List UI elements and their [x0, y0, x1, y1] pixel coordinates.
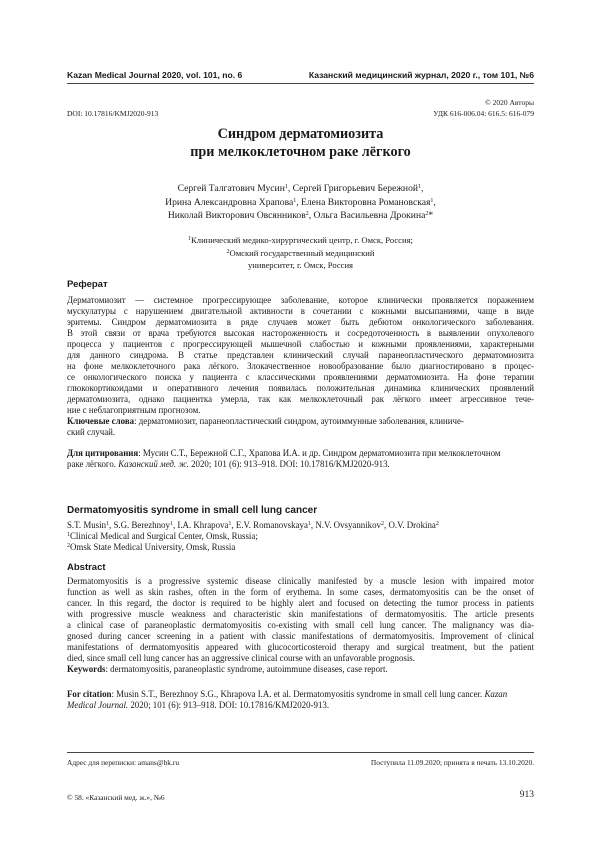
separator: ,	[308, 210, 314, 222]
keywords-ru-text-cont: ский случай.	[67, 426, 116, 437]
affiliations-ru	[67, 234, 534, 272]
abstract-en-line: a clinical case of paraneoplastic dermatomyositis co-existing with small cell lung cancer. The malignancy was dia-	[67, 619, 534, 630]
abstract-en-line: cancer. In this regard, the doctor is required to be highly alert and focused on detecting the tumor process in patients	[67, 597, 534, 608]
author-name: Николай Викторович Овсянников	[167, 210, 306, 222]
affiliation-marker: 1	[418, 184, 421, 190]
abstract-ru-line: эритемы. Синдром дерматомиозита в ряде случаев может быть дебютом онкологического заболевания.	[67, 316, 534, 327]
english-author-name: S.T. Musin	[67, 520, 107, 530]
abstract-en-heading: Abstract	[67, 562, 106, 573]
abstract-en-line: with progressive muscle weakness and characteristic skin manifestations of dermatomyositis. The article presents	[67, 608, 534, 619]
affiliation-marker: 1	[188, 236, 192, 242]
abstract-ru-line: для данного синдрома. В статье представлен клинический случай паранеопластического дерматомиозита	[67, 349, 534, 360]
affiliation-marker: 2	[67, 542, 70, 549]
affiliation-1	[67, 234, 534, 247]
affiliation-marker: 2	[226, 248, 230, 255]
article-title-line-1: Синдром дерматомиозита	[217, 126, 384, 142]
english-title: Dermatomyositis syndrome in small cell lung cancer	[67, 505, 318, 516]
abstract-ru-line: мускулатуры с нарушением двигательной активности в сочетании с кожными высыпаниями, чаще в виде	[67, 305, 534, 316]
page-number: 913	[519, 790, 534, 800]
author-name: Ирина Александровна Храпова	[165, 196, 294, 208]
citation-ru-text: : Мусин С.Т., Бережной С.Г., Храпова И.А. и др. Синдром дерматомиозита при мелкоклеточном	[138, 448, 501, 458]
english-author-name: I.A. Khrapova	[177, 520, 229, 530]
citation-en	[67, 689, 534, 711]
journal-header-en: Kazan Medical Journal 2020, vol. 101, no. 6	[67, 70, 243, 80]
citation-en-label: For citation	[67, 689, 112, 699]
abstract-ru-heading: Реферат	[67, 279, 108, 290]
abstract-en-body	[67, 576, 534, 664]
journal-name: Medical Journal.	[67, 699, 129, 710]
journal-name: Kazan	[484, 689, 508, 699]
affiliation-2	[67, 247, 534, 260]
author-name: Сергей Григорьевич Бережной	[292, 183, 418, 194]
abstract-ru-line: Дерматомиозит — системное прогрессирующее заболевание, которое клинически проявляется поражением	[67, 295, 534, 305]
citation-ru-text: 2020; 101 (6): 913–918. DOI: 10.17816/KMJ2020-913.	[188, 458, 390, 469]
separator: ,	[421, 183, 424, 194]
abstract-en-line: Dermatomyositis is a progressive systemic disease clinically manifested by a muscle lesion with impaired motor	[67, 576, 534, 586]
affiliation-marker: 1	[67, 531, 70, 538]
affiliation-marker: 1	[169, 521, 173, 527]
english-authors: S.T. Musin$^1$, S.G. Berezhnoy$^1$, I.A. Khrapova$^1$, E.V. Romanovskaya$^1$, N.V. Ovsyannikov$^2$, O.V. Drokina$^2$	[67, 520, 439, 530]
separator: ,	[433, 196, 436, 208]
abstract-ru-line: В этой связи от врача требуются высокая настороженность и сосредоточенность в выявлении опухолевого	[67, 327, 534, 338]
citation-en-text: : Musin S.T., Berezhnoy S.G., Khrapova I.A. et al. Dermatomyositis syndrome in small cell lung cancer.	[111, 689, 485, 699]
keywords-en	[67, 664, 534, 675]
affiliation-marker: 2	[305, 211, 309, 218]
authors-ru	[67, 182, 534, 223]
keywords-ru-text: : дерматомиозит, паранеопластический синдром, аутоиммунные заболевания, клиниче-	[134, 416, 464, 426]
affiliation-marker: 1	[307, 521, 311, 527]
separator: ,	[296, 196, 302, 208]
header-rule	[67, 83, 534, 84]
abstract-ru-body	[67, 295, 534, 415]
english-author-name: N.V. Ovsyannikov	[315, 520, 381, 530]
affiliation-marker: 1	[293, 197, 297, 204]
keywords-en-label: Keywords	[67, 664, 106, 674]
copyright-notice: © 2020 Авторы	[485, 98, 534, 107]
affiliation-text: Clinical Medical and Surgical Center, Omsk, Russia;	[70, 530, 258, 541]
doi: DOI: 10.17816/KMJ2020-913	[67, 109, 159, 118]
keywords-en-text: : dermatomyositis, paraneoplastic syndrome, autoimmune diseases, case report.	[105, 664, 388, 674]
authors-ru-line-1	[67, 182, 534, 196]
citation-ru	[67, 448, 534, 470]
footer-copyright: © 58. «Казанский мед. ж.», №6	[67, 793, 165, 802]
citation-en-text: 2020; 101 (6): 913–918. DOI: 10.17816/KMJ2020-913.	[128, 699, 330, 710]
abstract-ru-line: процесса у пациентов с прогрессирующей мышечной слабостью и кожными проявлениями, характерными	[67, 338, 534, 349]
affiliation-text: Клинический медико-хирургический центр, г. Омск, Россия;	[191, 235, 413, 245]
author-name: Елена Викторовна Романовская	[301, 196, 431, 208]
article-title	[67, 126, 534, 161]
corresponding-author-marker: *	[428, 210, 434, 222]
english-affiliation-2	[67, 542, 534, 553]
udc-code: УДК 616-006.04: 616.5: 616-079	[433, 109, 534, 118]
affiliation-marker: 1	[430, 197, 434, 204]
author-name: Сергей Талгатович Мусин	[177, 183, 285, 194]
footer-rule	[67, 752, 534, 753]
abstract-en-line: gnosed during cancer screening in a patient with classic manifestations of dermatomyositis. Improvement of clinical	[67, 630, 534, 641]
abstract-ru-line: ние с неблагоприятным прогнозом.	[67, 404, 201, 415]
affiliation-marker: 2	[381, 521, 384, 527]
received-dates: Поступила 11.09.2020; принята в печать 13.10.2020.	[370, 758, 534, 767]
abstract-en-line: manifestations of dermatomyositis appeared with glucocorticosteroid therapy and surgical treatment, but the patient	[67, 641, 534, 652]
citation-ru-label: Для цитирования	[67, 448, 139, 458]
affiliation-marker: 1	[284, 184, 288, 190]
journal-name: Казанский мед. ж.	[118, 458, 189, 469]
affiliation-marker: 2	[435, 521, 439, 527]
keywords-ru-label: Ключевые слова	[67, 416, 135, 426]
journal-header-ru: Казанский медицинский журнал, 2020 г., том 101, №6	[308, 70, 534, 80]
english-author-name: S.G. Berezhnoy	[113, 520, 170, 530]
authors-ru-line-3	[67, 209, 534, 223]
affiliation-text: Омский государственный медицинский	[229, 247, 375, 258]
authors-ru-line-2	[67, 196, 534, 210]
abstract-ru-line: се онкологического поиска у пациента с классическими проявлениями дерматомиозита. На фоне терапии	[67, 371, 534, 382]
english-author-name: E.V. Romanovskaya	[235, 520, 308, 530]
author-name: Ольга Васильевна Дрокина	[313, 210, 426, 222]
separator: ,	[287, 183, 293, 194]
citation-ru-text: раке лёгкого.	[67, 458, 119, 469]
english-affiliation-1	[67, 531, 534, 542]
affiliation-marker: 2	[425, 211, 429, 218]
abstract-ru-line: глюкокортикоидами и оперативного лечения появилась положительная динамика клинических проявлений	[67, 382, 534, 393]
abstract-ru-line: дерматомиозита, однако пациентка умерла, так как мелкоклеточный рак лёгкого имеет агрессивное тече-	[67, 393, 534, 404]
article-title-line-2: при мелкоклеточном раке лёгкого	[190, 144, 411, 160]
abstract-ru-line: на фоне мелкоклеточного рака лёгкого. Злокачественное новообразование было диагностировано в процес-	[67, 360, 534, 371]
abstract-en-line: died, since small cell lung cancer has an aggressive clinical course with an unfavorable prognosis.	[67, 652, 415, 663]
english-author-name: O.V. Drokina	[388, 520, 436, 530]
abstract-en-line: function as well as skin rashes, often in the form of erythema. In some cases, dermatomyositis can be the onset of	[67, 586, 534, 597]
affiliation-2-cont: университет, г. Омск, Россия	[247, 260, 354, 270]
english-authors-block	[67, 520, 534, 553]
correspondence-email: Адрес для переписки: amans@bk.ru	[67, 758, 180, 767]
affiliation-text: Omsk State Medical University, Omsk, Russia	[70, 541, 236, 552]
affiliation-marker: 1	[228, 521, 232, 527]
affiliation-marker: 1	[106, 521, 110, 527]
keywords-ru	[67, 416, 534, 438]
